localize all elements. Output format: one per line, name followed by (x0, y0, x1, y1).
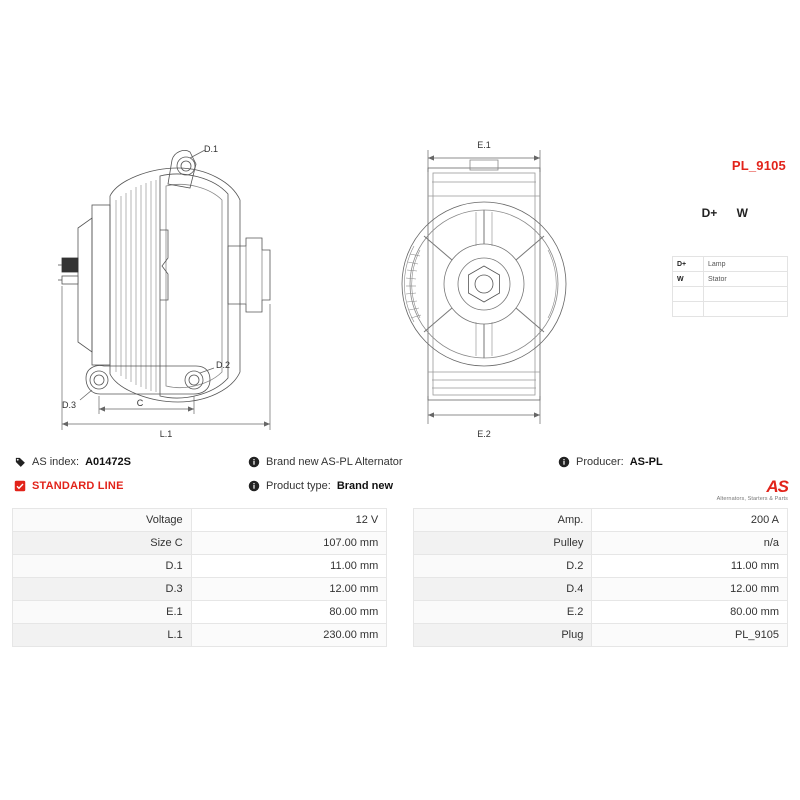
callout-e1: E.1 (477, 140, 491, 150)
terminal-label-w: W (736, 206, 748, 220)
info-icon (248, 456, 260, 468)
terminal-desc (704, 302, 788, 317)
product-type-value: Brand new (336, 480, 394, 492)
table-row (673, 302, 788, 317)
producer-label: Producer: (576, 456, 624, 468)
spec-gap (387, 555, 413, 578)
terminal-labels (702, 206, 748, 220)
table-row (673, 257, 788, 272)
spec-name: D.2 (413, 555, 592, 578)
terminal-desc: Stator (704, 272, 788, 287)
table-row (13, 532, 788, 555)
callout-l1: L.1 (159, 429, 173, 439)
terminal-key: D+ (673, 257, 704, 272)
terminal-table (672, 256, 788, 317)
spec-gap (387, 509, 413, 532)
terminal-desc: Lamp (704, 257, 788, 272)
spec-name: Amp. (413, 509, 592, 532)
terminal-label-dplus: D+ (701, 206, 718, 220)
spec-value: 12.00 mm (191, 578, 387, 601)
terminal-desc (704, 287, 788, 302)
spec-gap (387, 601, 413, 624)
table-row (673, 287, 788, 302)
table-row (13, 509, 788, 532)
table-row (13, 578, 788, 601)
spec-name: D.4 (413, 578, 592, 601)
spec-name: Voltage (13, 509, 192, 532)
spec-value: 11.00 mm (592, 555, 788, 578)
product-description-row (248, 456, 403, 468)
as-index-row (14, 456, 131, 468)
product-description: Brand new AS-PL Alternator (266, 456, 403, 468)
spec-name: Pulley (413, 532, 592, 555)
terminal-key: W (673, 272, 704, 287)
spec-value: 230.00 mm (191, 624, 387, 647)
callout-c: C (136, 398, 144, 408)
standard-line-row (14, 480, 124, 492)
table-row (13, 555, 788, 578)
spec-value: n/a (592, 532, 788, 555)
as-logo-tagline: Alternators, Starters & Parts (716, 496, 788, 502)
terminal-key (673, 302, 704, 317)
spec-value: 12 V (191, 509, 387, 532)
spec-name: E.2 (413, 601, 592, 624)
spec-value: 107.00 mm (191, 532, 387, 555)
spec-value: 80.00 mm (592, 601, 788, 624)
as-index-value: A01472S (85, 456, 131, 468)
producer-value: AS-PL (629, 456, 663, 468)
as-index-label: AS index: (32, 456, 80, 468)
table-row (13, 601, 788, 624)
check-badge-icon (14, 480, 26, 492)
as-logo-text: AS (766, 477, 788, 496)
spec-name: L.1 (13, 624, 192, 647)
spec-name: E.1 (13, 601, 192, 624)
spec-value: PL_9105 (592, 624, 788, 647)
spec-name: Plug (413, 624, 592, 647)
info-icon (248, 480, 260, 492)
spec-value: 80.00 mm (191, 601, 387, 624)
spec-value: 200 A (592, 509, 788, 532)
terminal-key (673, 287, 704, 302)
callout-d3: D.3 (62, 400, 77, 410)
spec-value: 11.00 mm (191, 555, 387, 578)
spec-name: Size C (13, 532, 192, 555)
part-code: PL_9105 (731, 158, 786, 173)
spec-value: 12.00 mm (592, 578, 788, 601)
spec-gap (387, 532, 413, 555)
meta-block (0, 452, 800, 504)
standard-line-label: STANDARD LINE (32, 480, 124, 492)
callout-d1: D.1 (204, 144, 219, 154)
specifications-table (12, 508, 788, 647)
callout-e2: E.2 (477, 429, 491, 439)
info-icon (558, 456, 570, 468)
product-type-label: Product type: (266, 480, 331, 492)
spec-name: D.1 (13, 555, 192, 578)
table-row (673, 272, 788, 287)
product-type-row (248, 480, 393, 492)
spec-gap (387, 578, 413, 601)
spec-gap (387, 624, 413, 647)
producer-row (558, 456, 663, 468)
spec-name: D.3 (13, 578, 192, 601)
tag-icon (14, 456, 26, 468)
callout-d2: D.2 (216, 360, 231, 370)
table-row (13, 624, 788, 647)
